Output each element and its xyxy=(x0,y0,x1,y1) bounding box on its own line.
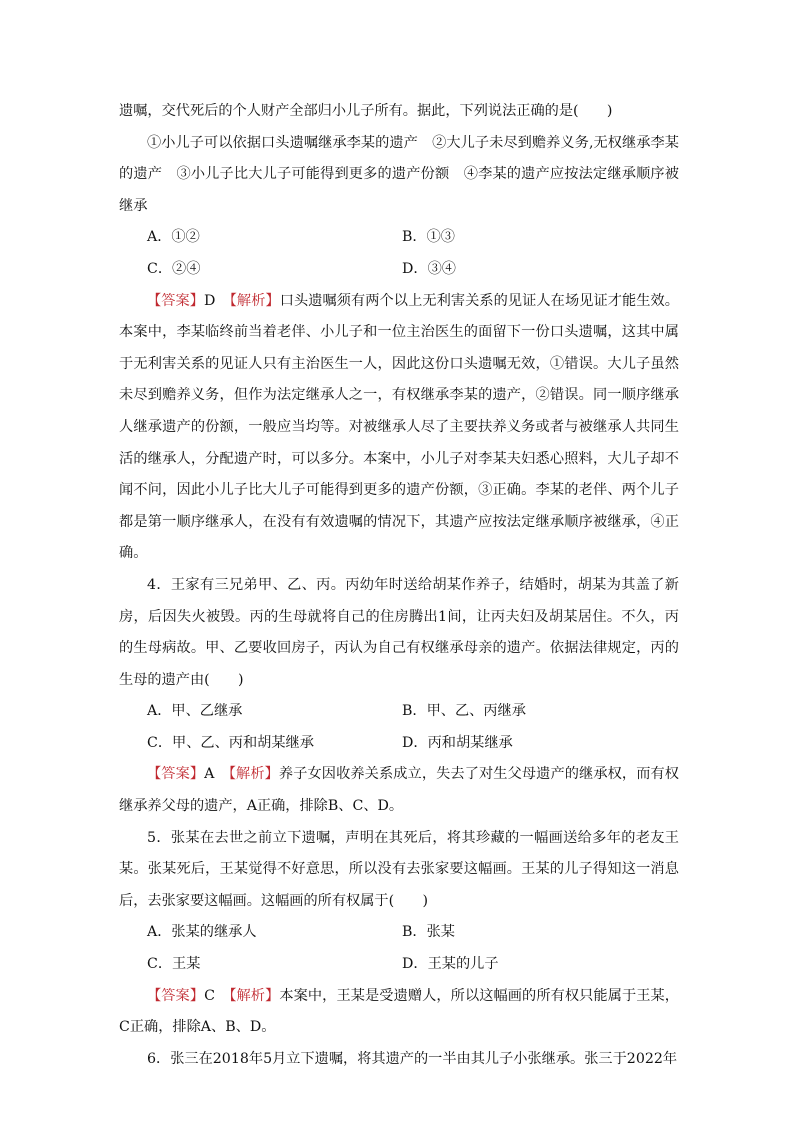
answer-tag: 【答案】 xyxy=(147,987,205,1004)
q4-option-b: B．甲、乙、丙继承 xyxy=(402,703,526,720)
q3-options-row-1 xyxy=(119,222,679,254)
q4-options-row-2 xyxy=(119,728,679,760)
q6-stem: 6．张三在2018年5月立下遗嘱，将其遗产的一半由其儿子小张继承。张三于2022年 xyxy=(147,1050,678,1067)
q5-analysis: 本案中，王某是受遗赠人，所以这幅画的所有权只能属于王某，C正确，排除A、B、D。 xyxy=(119,987,679,1036)
q4-stem: 4．王家有三兄弟甲、乙、丙。丙幼年时送给胡某作养子，结婚时，胡某为其盖了新房，后因失火被毁。丙的生母就将自己的住房腾出1间，让丙夫妇及胡某居住。不久，丙的生母病故。甲、乙要收回房子，丙认为自己有权继承母亲的遗产。依据法律规定，丙的生母的遗产由( ) xyxy=(119,576,679,688)
q4-answer: A xyxy=(204,766,229,783)
document-content xyxy=(119,96,679,1075)
q5-option-b: B．张某 xyxy=(402,924,455,941)
q5-option-d: D．王某的儿子 xyxy=(402,956,499,973)
q4-option-a: A．甲、乙继承 xyxy=(147,703,243,720)
q3-statements: ①小儿子可以依据口头遗嘱继承李某的遗产 ②大儿子未尽到赡养义务,无权继承李某的遗产 ③小儿子比大儿子可能得到更多的遗产份额 ④李某的遗产应按法定继承顺序被继承 xyxy=(119,134,679,214)
q3-answer-block xyxy=(119,286,679,570)
q3-answer: D xyxy=(204,292,230,309)
q3-stem-continuation: 遗嘱，交代死后的个人财产全部归小儿子所有。据此，下列说法正确的是( ) xyxy=(119,103,613,119)
answer-tag: 【答案】 xyxy=(147,766,205,783)
q5-stem: 5．张某在去世之前立下遗嘱，声明在其死后，将其珍藏的一幅画送给多年的老友王某。张某死后，王某觉得不好意思，所以没有去张家要这幅画。王某的儿子得知这一消息后，去张家要这幅画。这幅画的所有权属于( ) xyxy=(119,829,679,909)
q3-option-a: A．①② xyxy=(147,229,200,246)
q3-option-b: B．①③ xyxy=(402,229,455,246)
q5-answer: C xyxy=(204,987,230,1004)
q3-analysis: 口头遗嘱须有两个以上无利害关系的见证人在场见证才能生效。本案中，李某临终前当着老伴、小儿子和一位主治医生的面留下一份口头遗嘱，这其中属于无利害关系的见证人只有主治医生一人，因此这份口头遗嘱无效，①错误。大儿子虽然未尽到赡养义务，但作为法定继承人之一，有权继承李某的遗产，②错误。同一顺序继承人继承遗产的份额，一般应当均等。对被继承人尽了主要扶养义务或者与被继承人共同生活的继承人，分配遗产时，可以多分。本案中，小儿子对李某夫妇悉心照料，大儿子却不闻不问，因此小儿子比大儿子可能得到更多的遗产份额，③正确。李某的老伴、两个儿子都是第一顺序继承人，在没有有效遗嘱的情况下，其遗产应按法定继承顺序被继承，④正确。 xyxy=(119,292,679,562)
q5-options-row-2 xyxy=(119,949,679,981)
q4-answer-block xyxy=(119,759,679,822)
answer-tag: 【答案】 xyxy=(147,292,205,309)
analysis-tag: 【解析】 xyxy=(229,292,280,309)
q5-options-row-1 xyxy=(119,917,679,949)
q4-options-row-1 xyxy=(119,696,679,728)
q3-option-d: D．③④ xyxy=(402,260,456,277)
q3-option-c: C．②④ xyxy=(147,260,201,277)
analysis-tag: 【解析】 xyxy=(228,766,279,783)
q4-analysis: 养子女因收养关系成立，失去了对生父母遗产的继承权，而有权继承养父母的遗产，A正确，排除B、C、D。 xyxy=(119,766,679,815)
q5-option-a: A．张某的继承人 xyxy=(147,924,257,941)
q4-option-d: D．丙和胡某继承 xyxy=(402,734,513,751)
q3-options-row-2 xyxy=(119,254,679,286)
analysis-tag: 【解析】 xyxy=(229,987,280,1004)
q5-option-c: C．王某 xyxy=(147,956,201,973)
q4-option-c: C．甲、乙、丙和胡某继承 xyxy=(147,734,314,751)
q5-answer-block xyxy=(119,981,679,1044)
